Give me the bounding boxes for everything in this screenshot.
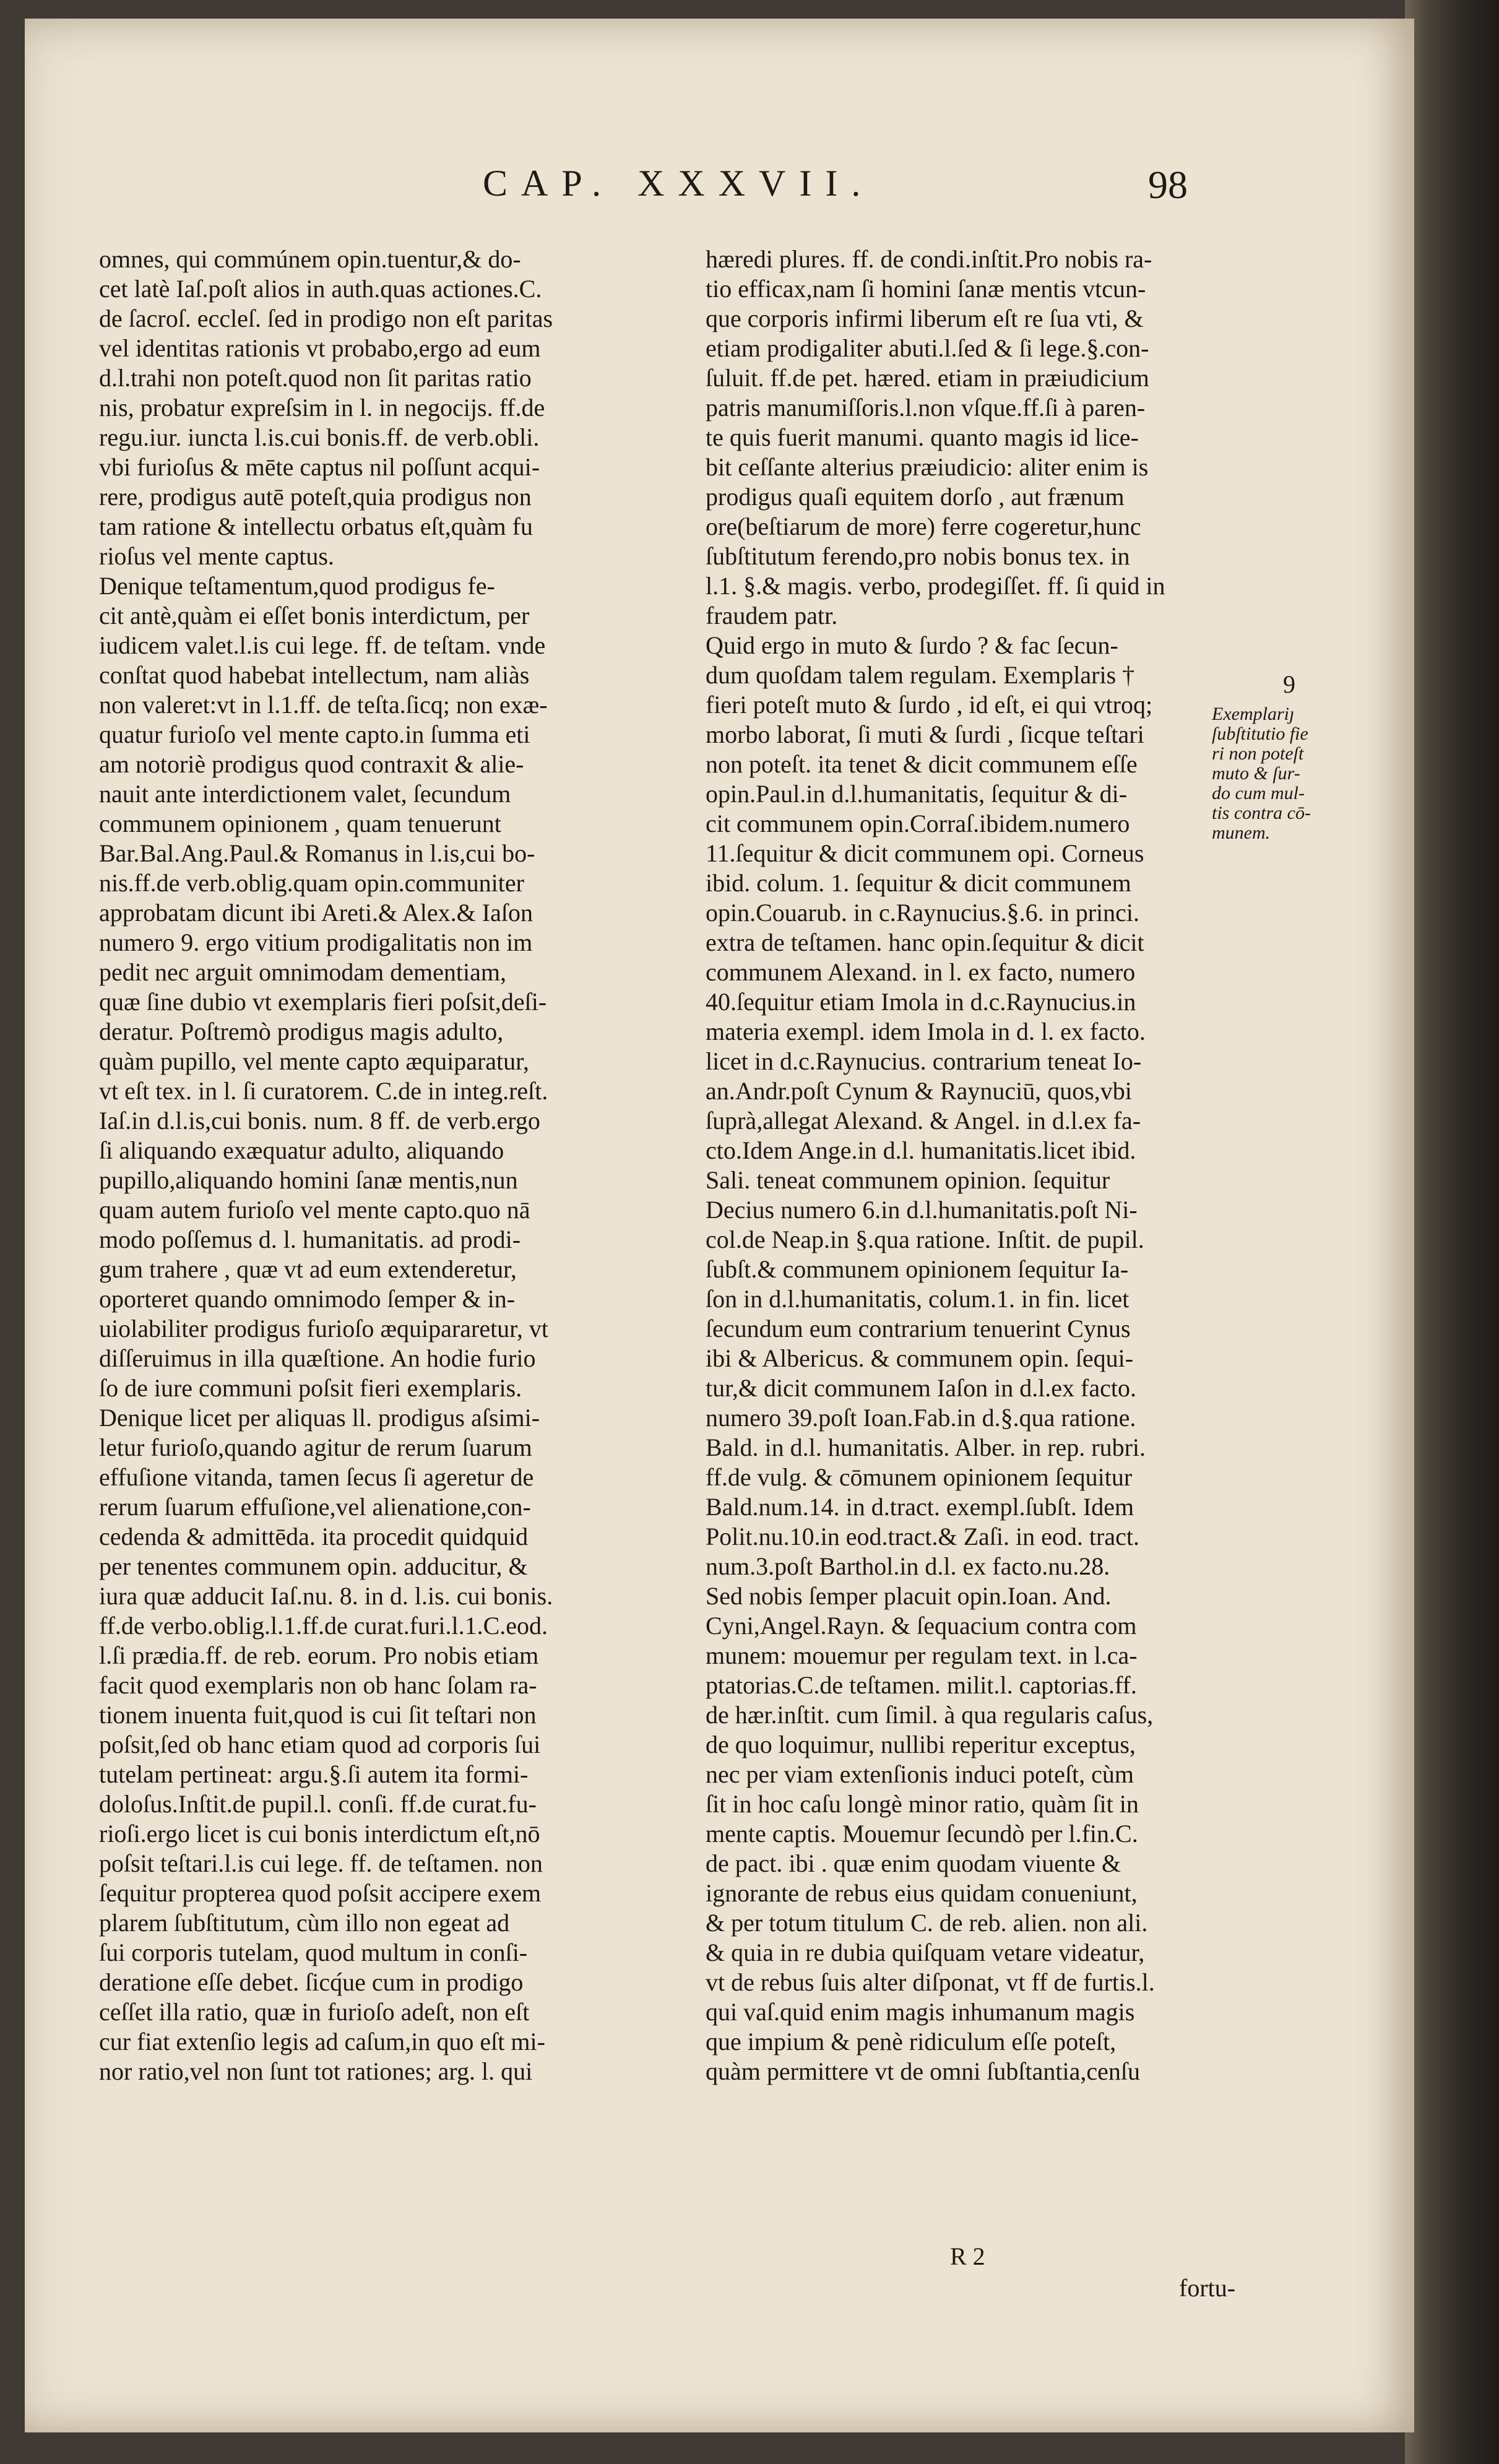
text-line: regu.iur. iuncta l.is.cui bonis.ff. de verb.obli. <box>99 423 540 451</box>
text-line: numero 39.poſt Ioan.Fab.in d.§.qua ratione. <box>706 1404 1136 1432</box>
catchword: fortu- <box>1179 2274 1236 2302</box>
text-line: oporteret quando omnimodo ſemper & in- <box>99 1285 516 1313</box>
text-line: Bar.Bal.Ang.Paul.& Romanus in l.is,cui bo- <box>99 839 535 867</box>
text-line: ſuluit. ff.de pet. hæred. etiam in præiudicium <box>706 364 1149 392</box>
text-line: rioſi.ergo licet is cui bonis interdictum eſt,nō <box>99 1820 540 1848</box>
text-line: vel identitas rationis vt probabo,ergo ad eum <box>99 334 541 362</box>
text-line: effuſione vitanda, tamen ſecus ſi ageretur de <box>99 1463 534 1491</box>
text-line: approbatam dicunt ibi Areti.& Alex.& Iaſon <box>99 899 533 927</box>
text-line: iudicem valet.l.is cui lege. ff. de teſtam. vnde <box>99 631 546 659</box>
text-line: ſecundum eum contrarium tenuerint Cynus <box>706 1315 1131 1342</box>
text-line: ptatorias.C.de teſtamen. milit.l. captorias.ff. <box>706 1671 1137 1699</box>
margin-note-number: 9 <box>1283 670 1295 698</box>
text-line: numero 9. ergo vitium prodigalitatis non im <box>99 928 533 956</box>
text-line: patris manumiſſoris.l.non vſque.ff.ſi à paren- <box>706 394 1146 421</box>
text-line: quæ ſine dubio vt exemplaris fieri poſsit,deſi- <box>99 988 547 1016</box>
signature-mark: R 2 <box>950 2242 985 2270</box>
text-line: Decius numero 6.in d.l.humanitatis.poſt Ni- <box>706 1196 1138 1224</box>
text-line: ignorante de rebus eius quidam conueniunt, <box>706 1879 1138 1907</box>
text-line: uiolabiliter prodigus furioſo æquipararetur, vt <box>99 1315 549 1342</box>
text-line: de quo loquimur, nullibi reperitur exceptus, <box>706 1731 1136 1758</box>
text-line: 40.ſequitur etiam Imola in d.c.Raynucius.in <box>706 988 1136 1016</box>
text-line: cur fiat extenſio legis ad caſum,in quo eſt mi- <box>99 2028 545 2055</box>
text-line: vt de rebus ſuis alter diſponat, vt ff de furtis.l. <box>706 1968 1155 1996</box>
left-text-column <box>99 244 675 2086</box>
text-line: que corporis infirmi liberum eſt re ſua vti, & <box>706 305 1144 332</box>
text-line: ſequitur propterea quod poſsit accipere exem <box>99 1879 542 1907</box>
text-line: nauit ante interdictionem valet, ſecundum <box>99 780 511 808</box>
margin-note-line: muto & ſur- <box>1212 763 1300 784</box>
text-line: poſsit,ſed ob hanc etiam quod ad corporis ſui <box>99 1731 541 1758</box>
text-line: ſubſtitutum ferendo,pro nobis bonus tex. in <box>706 542 1130 570</box>
text-line: cedenda & admittēda. ita procedit quidquid <box>99 1523 529 1550</box>
text-line: pupillo,aliquando homini ſanæ mentis,nun <box>99 1166 518 1194</box>
text-line: ſi aliquando exæquatur adulto, aliquando <box>99 1136 504 1164</box>
text-line: cet latè Iaſ.poſt alios in auth.quas actiones.C. <box>99 275 542 303</box>
text-line: cto.Idem Ange.in d.l. humanitatis.licet ibid. <box>706 1136 1136 1164</box>
text-line: num.3.poſt Barthol.in d.l. ex facto.nu.28. <box>706 1552 1110 1580</box>
text-line: doloſus.Inſtit.de pupil.l. conſi. ff.de curat.fu- <box>99 1790 537 1818</box>
text-line: ſui corporis tutelam, quod multum in conſi- <box>99 1939 528 1966</box>
text-line: & per totum titulum C. de reb. alien. non ali. <box>706 1909 1148 1937</box>
text-line: an.Andr.poſt Cynum & Raynuciū, quos,vbi <box>706 1077 1132 1105</box>
text-line: ſo de iure communi poſsit fieri exemplaris. <box>99 1374 522 1402</box>
text-line: Cyni,Angel.Rayn. & ſequacium contra com <box>706 1612 1137 1640</box>
text-line: Bald.num.14. in d.tract. exempl.ſubſt. Idem <box>706 1493 1134 1521</box>
text-line: ibid. colum. 1. ſequitur & dicit communem <box>706 869 1131 897</box>
text-line: quàm pupillo, vel mente capto æquiparatur, <box>99 1047 529 1075</box>
text-line: prodigus quaſi equitem dorſo , aut frænum <box>706 483 1125 511</box>
text-line: facit quod exemplaris non ob hanc ſolam ra- <box>99 1671 537 1699</box>
text-line: deratur. Poſtremò prodigus magis adulto, <box>99 1018 504 1045</box>
text-line: opin.Paul.in d.l.humanitatis, ſequitur & di- <box>706 780 1128 808</box>
text-line: ff.de vulg. & cōmunem opinionem ſequitur <box>706 1463 1133 1491</box>
text-line: de hær.inſtit. cum ſimil. à qua regularis caſus, <box>706 1701 1154 1729</box>
text-line: cit antè,quàm ei eſſet bonis interdictum, per <box>99 602 530 629</box>
text-line: per tenentes communem opin. adducitur, & <box>99 1552 528 1580</box>
text-line: l.ſi prædia.ff. de reb. eorum. Pro nobis etiam <box>99 1641 539 1669</box>
text-line: modo poſſemus d. l. humanitatis. ad prodi- <box>99 1226 521 1253</box>
text-line: quatur furioſo vel mente capto.in ſumma eti <box>99 720 530 748</box>
margin-note-line: ſubſtitutio fie <box>1212 724 1308 744</box>
text-line: communem Alexand. in l. ex facto, numero <box>706 958 1136 986</box>
text-line: hæredi plures. ff. de condi.inſtit.Pro nobis ra- <box>706 245 1152 273</box>
text-line: te quis fuerit manumi. quanto magis id lice- <box>706 423 1139 451</box>
running-title: CAP. XXXVII. <box>483 163 875 204</box>
text-line: ſit in hoc caſu longè minor ratio, quàm ſit in <box>706 1790 1139 1818</box>
text-line: letur furioſo,quando agitur de rerum ſuarum <box>99 1433 532 1461</box>
text-line: diſſeruimus in illa quæſtione. An hodie furio <box>99 1344 536 1372</box>
text-line: communem opinionem , quam tenuerunt <box>99 810 501 837</box>
margin-note <box>1212 670 1373 843</box>
text-line: deratione eſſe debet. ſicq́ue cum in prodigo <box>99 1968 524 1996</box>
text-line: Sed nobis ſemper placuit opin.Ioan. And. <box>706 1582 1112 1610</box>
text-line: nec per viam extenſionis induci poteſt, cùm <box>706 1760 1134 1788</box>
text-line: Iaſ.in d.l.is,cui bonis. num. 8 ff. de verb.ergo <box>99 1107 540 1135</box>
text-line: Bald. in d.l. humanitatis. Alber. in rep. rubri. <box>706 1433 1146 1461</box>
text-line: cit communem opin.Corraſ.ibidem.numero <box>706 810 1130 837</box>
text-line: rioſus vel mente captus. <box>99 542 334 570</box>
text-line: gum trahere , quæ vt ad eum extenderetur, <box>99 1255 517 1283</box>
text-line: ceſſet illa ratio, quæ in furioſo adeſt, non eſt <box>99 1998 530 2026</box>
text-line: munem: mouemur per regulam text. in l.ca- <box>706 1641 1138 1669</box>
text-line: qui vaſ.quid enim magis inhumanum magis <box>706 1998 1135 2026</box>
text-line: omnes, qui commúnem opin.tuentur,& do- <box>99 245 521 273</box>
text-line: Quid ergo in muto & ſurdo ? & fac ſecun- <box>706 631 1118 659</box>
text-line: mente captis. Mouemur ſecundò per l.fin.C. <box>706 1820 1138 1848</box>
text-line: tionem inuenta fuit,quod is cui ſit teſtari non <box>99 1701 537 1729</box>
text-line: pedit nec arguit omnimodam dementiam, <box>99 958 506 986</box>
text-line: de pact. ibi . quæ enim quodam viuente & <box>706 1849 1121 1877</box>
text-line: ſubſt.& communem opinionem ſequitur Ia- <box>706 1255 1129 1283</box>
text-line: ibi & Albericus. & communem opin. ſequi- <box>706 1344 1134 1372</box>
text-line: quam autem furioſo vel mente capto.quo nā <box>99 1196 530 1224</box>
right-text-column <box>706 244 1229 2086</box>
text-line: ore(beſtiarum de more) ferre cogeretur,hunc <box>706 512 1141 540</box>
text-line: licet in d.c.Raynucius. contrarium teneat Io- <box>706 1047 1142 1075</box>
text-line: nis.ff.de verb.oblig.quam opin.communiter <box>99 869 524 897</box>
book-binding-edge <box>1405 0 1499 2464</box>
text-line: rere, prodigus autē poteſt,quia prodigus non <box>99 483 532 511</box>
text-line: bit ceſſante alterius præiudicio: aliter enim is <box>706 453 1149 481</box>
text-line: extra de teſtamen. hanc opin.ſequitur & dicit <box>706 928 1144 956</box>
margin-note-line: Exemplariȷ <box>1212 704 1295 724</box>
text-line: ſon in d.l.humanitatis, colum.1. in fin. licet <box>706 1285 1130 1313</box>
text-line: tam ratione & intellectu orbatus eſt,quàm fu <box>99 512 533 540</box>
margin-note-line: tis contra cō- <box>1212 803 1311 823</box>
text-line: Sali. teneat communem opinion. ſequitur <box>706 1166 1110 1194</box>
text-line: vbi furioſus & mēte captus nil poſſunt acqui- <box>99 453 540 481</box>
text-line: col.de Neap.in §.qua ratione. Inſtit. de pupil. <box>706 1226 1144 1253</box>
text-line: ff.de verbo.oblig.l.1.ff.de curat.furi.l.1.C.eod. <box>99 1612 548 1640</box>
text-line: & quia in re dubia quiſquam vetare videatur, <box>706 1939 1145 1966</box>
margin-note-line: munem. <box>1212 823 1271 843</box>
text-line: d.l.trahi non poteſt.quod non ſit paritas ratio <box>99 364 532 392</box>
text-line: plarem ſubſtitutum, cùm illo non egeat ad <box>99 1909 510 1937</box>
text-line: materia exempl. idem Imola in d. l. ex facto. <box>706 1018 1146 1045</box>
text-line: conſtat quod habebat intellectum, nam aliàs <box>99 661 530 689</box>
text-line: morbo laborat, ſi muti & ſurdi , ſicque teſtari <box>706 720 1144 748</box>
text-line: que impium & penè ridiculum eſſe poteſt, <box>706 2028 1117 2055</box>
text-line: fraudem patr. <box>706 602 838 629</box>
text-line: non valeret:vt in l.1.ff. de teſta.ſicq; non exæ- <box>99 691 548 719</box>
text-line: Denique licet per aliquas ll. prodigus aſsimi- <box>99 1404 540 1432</box>
margin-note-line: ri non poteſt <box>1212 743 1304 764</box>
text-line: ſuprà,allegat Alexand. & Angel. in d.l.ex fa- <box>706 1107 1141 1135</box>
text-line: Polit.nu.10.in eod.tract.& Zaſi. in eod. tract. <box>706 1523 1139 1550</box>
text-line: quàm permittere vt de omni ſubſtantia,cenſu <box>706 2057 1141 2085</box>
text-line: non poteſt. ita tenet & dicit communem eſſe <box>706 750 1138 778</box>
text-line: iura quæ adducit Iaſ.nu. 8. in d. l.is. cui bonis. <box>99 1582 553 1610</box>
text-line: vt eſt tex. in l. ſi curatorem. C.de in integ.reſt. <box>99 1077 548 1105</box>
text-line: l.1. §.& magis. verbo, prodegiſſet. ff. ſi quid in <box>706 572 1165 600</box>
folio-number: 98 <box>1148 163 1188 207</box>
text-line: poſsit teſtari.l.is cui lege. ff. de teſtamen. non <box>99 1849 543 1877</box>
text-line: dum quoſdam talem regulam. Exemplaris † <box>706 661 1135 689</box>
margin-note-text <box>1212 704 1373 843</box>
text-line: tutelam pertineat: argu.§.ſi autem ita formi- <box>99 1760 529 1788</box>
text-line: Denique teſtamentum,quod prodigus fe- <box>99 572 495 600</box>
text-line: opin.Couarub. in c.Raynucius.§.6. in princi. <box>706 899 1140 927</box>
text-line: am notoriè prodigus quod contraxit & alie- <box>99 750 524 778</box>
text-line: fieri poteſt muto & ſurdo , id eſt, ei qui vtroq; <box>706 691 1153 719</box>
margin-note-line: do cum mul- <box>1212 783 1305 803</box>
text-line: 11.ſequitur & dicit communem opi. Corneus <box>706 839 1144 867</box>
text-line: etiam prodigaliter abuti.l.ſed & ſi lege.§.con- <box>706 334 1149 362</box>
text-line: rerum ſuarum effuſione,vel alienatione,con- <box>99 1493 531 1521</box>
text-line: de ſacroſ. eccleſ. ſed in prodigo non eſt paritas <box>99 305 553 332</box>
text-line: nor ratio,vel non ſunt tot rationes; arg. l. qui <box>99 2057 533 2085</box>
text-line: tio efficax,nam ſi homini ſanæ mentis vtcun- <box>706 275 1146 303</box>
text-line: nis, probatur expreſsim in l. in negocijs. ff.de <box>99 394 545 421</box>
text-line: tur,& dicit communem Iaſon in d.l.ex facto. <box>706 1374 1136 1402</box>
